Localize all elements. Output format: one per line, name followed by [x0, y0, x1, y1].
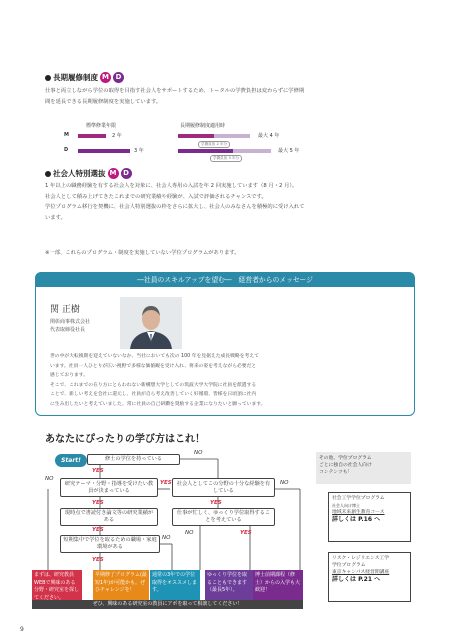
question-experience: 社会人としてこの分野の十分な経験を有している	[172, 478, 275, 497]
side-box-risk-resilience: リスク・レジリエンス工学 学位プログラム 東京キャンパス経営期講座 詳しくは P.21 へ	[328, 552, 411, 602]
question-topic-decided: 研究テーマ・分野・指導を受けたい教員が決まっている	[60, 478, 158, 497]
yes-label: YES	[92, 527, 104, 533]
result-standard-3-years: 通常の3年での学位取得をオススメします。	[150, 570, 200, 600]
master-badge: M	[108, 168, 119, 179]
d-fee-note: 学費負担 3 年分	[210, 155, 242, 162]
result-early-completion: 早期修了プログラム(最短1年)が可能かも。ぜひチャレンジを！	[93, 570, 149, 600]
side-box-social-engineering: 社会工学学位プログラム 社会人向け博士 地域未来創生教育コース 詳しくは P.16 へ	[328, 492, 411, 542]
message-body: 世の中が大転換期を迎えていないなか、当社においても次の 100 年を見据えた成長戦略を考えて います。社員一人ひとりが広い視野で多様な価値観を受け入れ、将来の姿を考えながら必要だと 感じております。 そこで、これまでの在り方にとらわれない新構想大学としての筑波大学大学院に社員を派遣する ことで、新しい考えを会社に還元し、社員が自ら考え改善していく好循環、皆様を日頃頂に社内 に生み出したいと考えていました。常に社員の自己研鑽を奨励する企業になりたいと願っています。	[50, 354, 266, 407]
long-term-body: 仕事と両立しながら学位の取得を目指す社会人をサポートするため、トータルの学費負担は変わらずに学修期 間を延長できる長期履修制度を実施しています。	[45, 88, 305, 105]
message-header: ―社員のスキルアップを望む― 経営者からのメッセージ	[36, 273, 414, 287]
consult-banner: ぜひ、興味のある研究室の教員にアポを取って相談してください！	[32, 600, 303, 609]
yes-label: YES	[92, 500, 104, 506]
adult-selection-body: 1 年以上の職務経験を有する社会人を対象に、社会人専用の入試を年 2 回実施しています（8 月・2 月）。 社会人として積み上げてきたこれまでの研究業績や経験が、入試で評価されるチャンスです。 学位プログラム移行を契機に、社会人特別選抜の枠をさらに拡大し、社会人のみなさんを積極的に受け入れて います。	[45, 183, 305, 221]
result-master-entry: 博士前期課程（修士）からの入学も大歓迎！	[253, 570, 303, 600]
question-short-term: 短期集中で学位を取るための職場・家庭環境がある	[60, 535, 160, 553]
doctor-badge: D	[121, 168, 132, 179]
yes-label: YES	[240, 530, 252, 536]
no-label: NO	[45, 476, 54, 482]
master-badge: M	[100, 72, 111, 83]
d-standard-years: 3 年	[134, 148, 144, 154]
no-label: NO	[162, 535, 171, 541]
d-max-years: 最大 5 年	[278, 148, 300, 154]
see-page-16-link[interactable]: 詳しくは P.16 へ	[332, 516, 381, 523]
yes-label: YES	[92, 468, 104, 474]
flow-title: あなたにぴったりの学び方はこれ！	[45, 434, 205, 445]
yes-label: YES	[160, 480, 172, 486]
result-find-lab: まずは、研究教員WEBで興味のある分野・研究室を探してください。	[32, 570, 82, 600]
yes-label: YES	[210, 500, 222, 506]
start-label: Start!	[55, 454, 87, 467]
no-label: NO	[280, 480, 289, 486]
standard-label: 標準修業年限	[86, 123, 117, 129]
m-fee-note: 学費負担 2 年分	[198, 141, 230, 148]
no-label: NO	[194, 450, 203, 456]
adult-selection-title: 社会人特別選抜 M D	[45, 168, 132, 179]
no-label: NO	[185, 530, 194, 536]
person-name: 関 正樹	[50, 305, 80, 315]
person-org: 関彰商事株式会社 代表取締役社長	[50, 319, 91, 333]
result-long-term: ゆっくり学位を取ることもできます（最長5年）。	[205, 570, 253, 600]
page-number: 9	[20, 626, 24, 633]
question-master-degree: 修士の学位を持っている	[87, 454, 180, 465]
see-page-21-link[interactable]: 詳しくは P.21 へ	[332, 576, 381, 583]
question-busy-work: 仕事が忙しく、ゆっくり学位取得することを考えている	[172, 508, 275, 526]
m-max-years: 最大 4 年	[258, 133, 280, 139]
extended-label: 長期履修制度適用時	[180, 123, 226, 129]
m-row-label: M	[64, 132, 69, 138]
long-term-title: 長期履修制度 M D	[45, 72, 124, 83]
question-research-record: 現時点で書読付き論文等の研究業績がある	[60, 508, 158, 526]
programs-note: ※一部、これらのプログラム・制度を実施していない学位プログラムがあります。	[45, 250, 240, 256]
yes-label: YES	[92, 557, 104, 563]
m-standard-years: 2 年	[112, 133, 122, 139]
doctor-badge: D	[113, 72, 124, 83]
d-row-label: D	[64, 147, 69, 153]
side-note: その他、学位プログラム ごとに独自の社会人向け コンテンツも！	[316, 452, 411, 484]
